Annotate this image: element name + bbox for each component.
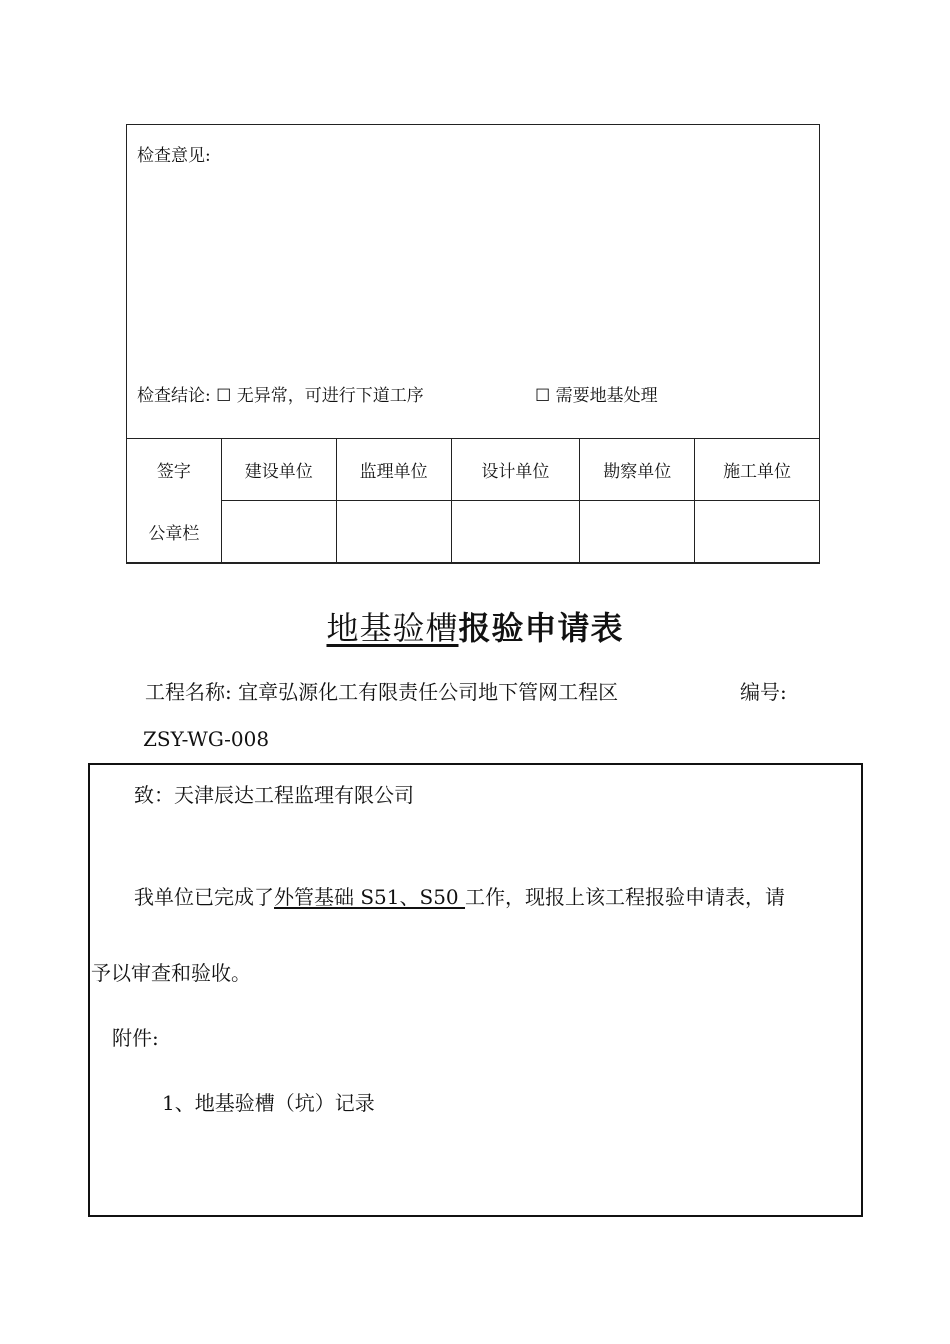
body-suffix: 工作，现报上该工程报验申请表，请	[465, 885, 786, 909]
body-work-item: 外管基础 S51、S50	[274, 885, 466, 909]
attachment-item: 1、地基验槽（坑）记录	[162, 1091, 375, 1115]
signature-cell-survey[interactable]	[580, 501, 695, 564]
option-no-abnormality-checkbox[interactable]: ☐ 无异常，可进行下道工序	[216, 386, 424, 406]
unit-header-design: 设计单位	[451, 439, 580, 501]
signature-row-head-bottom: 公章栏	[127, 501, 222, 564]
signature-cell-construction[interactable]	[221, 501, 336, 564]
unit-header-construction: 建设单位	[221, 439, 336, 501]
project-name: 工程名称: 宜章弘源化工有限责任公司地下管网工程区	[145, 680, 619, 704]
signature-cell-design[interactable]	[451, 501, 580, 564]
signature-cell-supervision[interactable]	[336, 501, 451, 564]
body-prefix: 我单位已完成了	[134, 885, 274, 909]
form-title-part2: 报验申请表	[458, 609, 624, 647]
inspection-conclusion-label: 检查结论:	[137, 386, 211, 406]
application-box	[88, 763, 863, 1217]
signature-grid	[126, 438, 820, 564]
inspection-conclusion	[137, 381, 658, 406]
unit-header-contractor: 施工单位	[695, 439, 820, 501]
application-body-line1	[134, 881, 785, 910]
application-body-line2: 予以审查和验收。	[91, 961, 251, 985]
attachments-label: 附件:	[112, 1026, 159, 1050]
form-title-part1: 地基验槽	[326, 609, 459, 647]
form-title	[0, 603, 950, 649]
unit-header-survey: 勘察单位	[580, 439, 695, 501]
serial-number-label: 编号:	[740, 680, 787, 704]
option-foundation-treatment-checkbox[interactable]: ☐ 需要地基处理	[535, 386, 658, 406]
unit-header-supervision: 监理单位	[336, 439, 451, 501]
inspection-table	[126, 124, 820, 563]
signature-row-head-top: 签字	[127, 439, 222, 501]
inspection-opinion-label: 检查意见:	[137, 146, 211, 166]
signature-cell-contractor[interactable]	[695, 501, 820, 564]
recipient-line: 致：天津辰达工程监理有限公司	[134, 783, 414, 807]
serial-number-value: ZSY-WG-008	[143, 727, 270, 751]
